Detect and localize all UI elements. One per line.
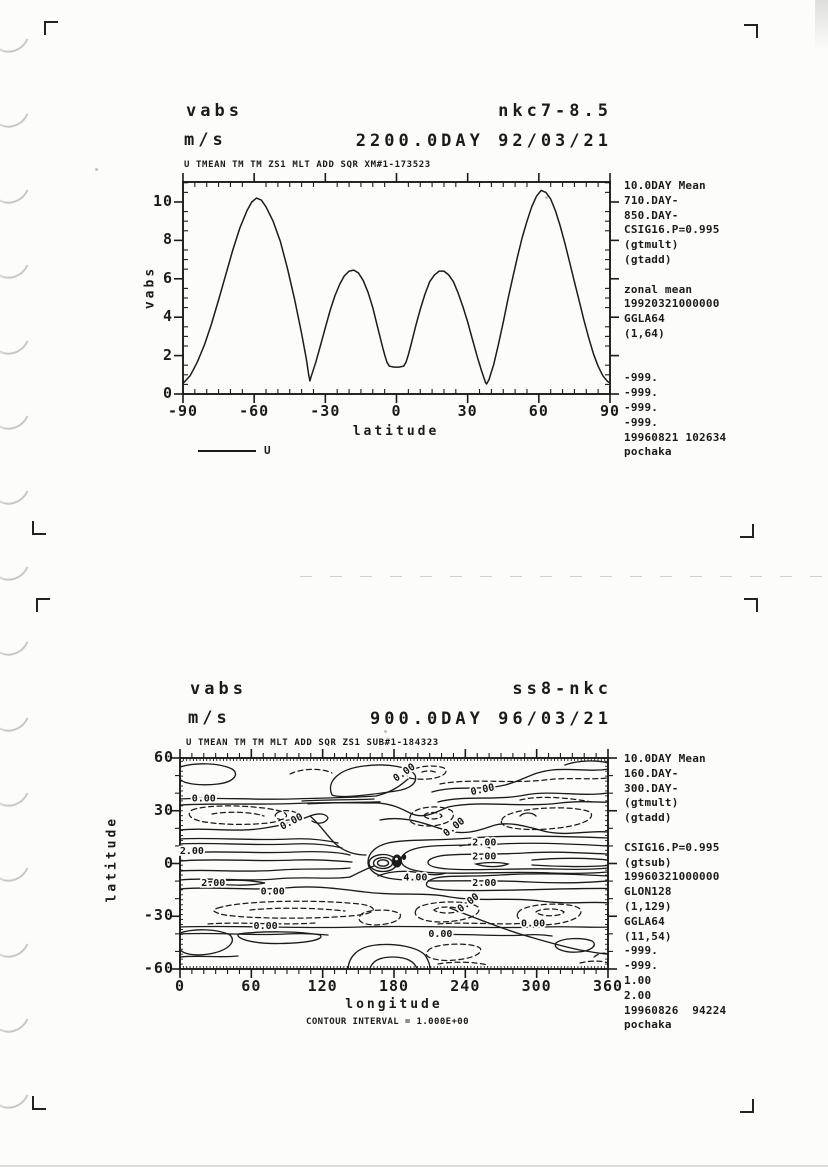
legend-line-sample [198, 450, 256, 452]
crop-mark-bottom-right-2 [740, 1099, 754, 1113]
binder-hole [0, 88, 35, 134]
binder-hole [0, 1144, 35, 1167]
annotation-line: 19960821 102634 [624, 430, 727, 444]
crop-mark-top-left-1 [44, 21, 58, 35]
fig2-x-tick-label: 180 [378, 977, 410, 995]
contour-value-label: 2.00 [179, 846, 204, 858]
annotation-line: 10.0DAY Mean [624, 179, 706, 192]
annotation-line: (11,54) [624, 929, 672, 943]
fig1-x-tick-label: -60 [239, 402, 270, 420]
annotation-line: (1,129) [624, 899, 672, 913]
fig1-y-tick-label: 8 [162, 230, 173, 249]
fig2-annotation-column [624, 752, 828, 1033]
contour-value-label: 0.00 [191, 793, 216, 805]
annotation-line: (gtmult) [624, 796, 679, 810]
fig1-timestamp: 2200.0DAY 92/03/21 [355, 131, 612, 151]
annotation-line: -999. [624, 386, 659, 400]
fig1-x-tick-label: -30 [310, 402, 341, 420]
fig1-x-tick-label: -90 [167, 402, 199, 420]
fig1-y-axis-label: vabs [142, 265, 158, 310]
annotation-line: -999. [624, 944, 659, 958]
legend-series-label: U [264, 444, 271, 457]
scan-speck [95, 168, 98, 171]
annotation-line: 19960826 94224 [624, 1003, 727, 1017]
annotation-line: CSIG16.P=0.995 [624, 840, 720, 854]
fig2-x-tick-label: 0 [174, 977, 186, 995]
binder-hole [0, 315, 35, 361]
annotation-line: GGLA64 [624, 914, 665, 928]
scan-streak [300, 576, 828, 577]
fig1-y-tick-label: 6 [162, 268, 173, 287]
binder-hole [0, 239, 35, 285]
annotation-line: (1,64) [624, 326, 665, 340]
fig2-y-tick-label: -60 [143, 959, 174, 977]
annotation-line: (gtadd) [624, 252, 672, 266]
contour-value-label: 0.00 [428, 928, 453, 940]
contour-value-label: 0.00 [441, 815, 468, 840]
fig2-x-axis-label: longitude [345, 997, 443, 1012]
binder-hole [0, 164, 35, 210]
binder-hole [0, 465, 35, 511]
annotation-line: 850.DAY- [624, 208, 679, 222]
fig1-x-tick-label: 30 [457, 402, 478, 420]
annotation-line: pochaka [624, 1018, 672, 1032]
contour-value-label: 0.00 [455, 891, 482, 915]
annotation-line [624, 342, 828, 357]
binder-hole [0, 390, 35, 436]
fig1-x-tick-label: 90 [599, 402, 621, 420]
binder-hole [0, 692, 35, 738]
annotation-line: 160.DAY- [624, 766, 679, 780]
annotation-line [624, 357, 828, 372]
contour-lines [180, 761, 608, 969]
fig2-variable: vabs [190, 679, 247, 699]
fig1-y-tick-label: 10 [152, 191, 173, 210]
binder-hole [0, 616, 35, 662]
contour-value-label: 0.00 [260, 886, 285, 898]
contour-value-label: 0.00 [521, 918, 546, 930]
contour-value-label: 4.00 [403, 872, 428, 884]
annotation-line: 1.00 [624, 973, 652, 987]
annotation-line: CSIG16.P=0.995 [624, 223, 720, 237]
contour-value-label: 0.00 [278, 811, 305, 833]
contour-value-label: 2.00 [201, 877, 226, 889]
crop-mark-bottom-right-1 [740, 524, 754, 538]
annotation-line: -999. [624, 400, 659, 414]
fig2-processing-line: U TMEAN TM TM MLT ADD SQR ZS1 SUB#1-184323 [186, 738, 439, 748]
annotation-line: GLON128 [624, 885, 672, 899]
fig1-variable: vabs [186, 101, 243, 121]
fig1-annotation-column [624, 179, 828, 460]
crop-mark-bottom-left-1 [32, 521, 46, 535]
binder-hole [0, 842, 35, 888]
binder-hole [0, 13, 35, 59]
contour-value-label: 0.00 [391, 761, 418, 785]
scan-speck [384, 730, 387, 733]
crop-mark-top-left-2 [36, 598, 50, 612]
contour-value-label: 0.00 [253, 920, 278, 932]
fig2-run-id: ss8-nkc [512, 679, 612, 699]
annotation-line: (gtadd) [624, 811, 672, 825]
fig2-y-tick-label: 30 [153, 800, 174, 819]
contour-value-label: 2.00 [472, 851, 497, 863]
fig1-x-tick-label: 0 [391, 402, 402, 420]
contour-interval-note: CONTOUR INTERVAL = 1.000E+00 [306, 1017, 469, 1027]
fig1-y-tick-label: 4 [162, 307, 173, 326]
annotation-line: 19920321000000 [624, 297, 720, 311]
contour-value-label: 0.00 [469, 782, 496, 799]
annotation-line: 2.00 [624, 988, 652, 1002]
annotation-line: (gtsub) [624, 855, 672, 869]
fig2-x-tick-label: 360 [592, 977, 624, 995]
fig2-y-tick-label: 60 [153, 748, 174, 766]
annotation-line [624, 826, 828, 841]
crop-mark-top-right-1 [744, 24, 758, 38]
fig2-y-tick-label: -30 [143, 906, 174, 925]
binder-hole [0, 767, 35, 813]
fig2-timestamp: 900.0DAY 96/03/21 [370, 709, 612, 729]
contour-value-label: 2.00 [472, 877, 497, 889]
annotation-line: -999. [624, 371, 659, 385]
fig1-run-id: nkc7-8.5 [498, 101, 612, 121]
annotation-line: 19960321000000 [624, 870, 720, 884]
fig2-x-tick-label: 240 [450, 977, 481, 995]
annotation-line: (gtmult) [624, 238, 679, 252]
annotation-line: 710.DAY- [624, 193, 679, 207]
scan-smudge [815, 0, 828, 50]
binder-hole [0, 993, 35, 1039]
annotation-line: GGLA64 [624, 312, 665, 326]
fig1-processing-line: U TMEAN TM TM ZS1 MLT ADD SQR XM#1-173523 [184, 160, 431, 170]
annotation-line: zonal mean [624, 282, 693, 296]
fig1-y-tick-label: 2 [162, 345, 173, 364]
annotation-line: 300.DAY- [624, 781, 679, 795]
contour-plot-canvas [180, 758, 608, 969]
fig1-x-axis-label: latitude [352, 424, 440, 439]
fig2-x-tick-label: 60 [241, 977, 262, 995]
binder-hole [0, 1069, 35, 1115]
annotation-line: -999. [624, 959, 659, 973]
fig2-y-tick-label: 0 [163, 853, 174, 872]
annotation-line: -999. [624, 415, 659, 429]
fig1-y-tick-label: 0 [162, 384, 173, 402]
binder-hole [0, 541, 35, 587]
crop-mark-top-right-2 [744, 598, 758, 612]
fig1-x-tick-label: 60 [528, 402, 549, 420]
annotation-line: 10.0DAY Mean [624, 752, 706, 765]
crop-mark-bottom-left-2 [32, 1096, 46, 1110]
fig2-units: m/s [188, 708, 231, 728]
fig2-y-axis-label: latitude [104, 815, 120, 903]
fig2-x-tick-label: 120 [307, 977, 338, 995]
series-u-curve [183, 190, 610, 384]
line-plot-canvas [183, 182, 610, 394]
fig2-x-tick-label: 300 [521, 977, 552, 995]
fig1-units: m/s [184, 130, 227, 150]
contour-value-label: 2.00 [472, 837, 497, 849]
annotation-line [624, 268, 828, 283]
annotation-line: pochaka [624, 445, 672, 459]
binder-hole [0, 918, 35, 964]
